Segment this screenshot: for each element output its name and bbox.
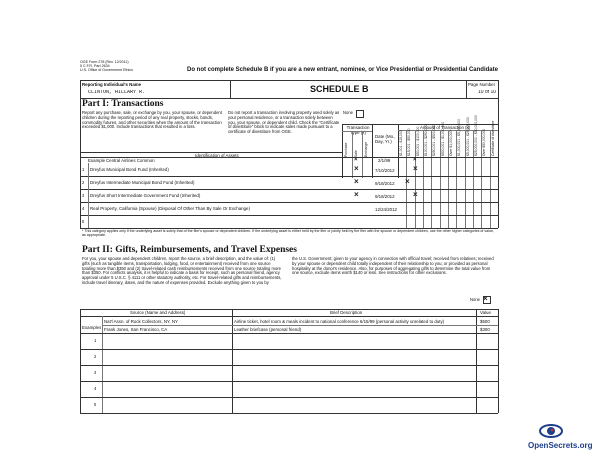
part2-title: Part II: Gifts, Reimbursements, and Travel Expenses <box>82 245 297 255</box>
examples-label: Examples <box>82 325 102 330</box>
example-amount-mark: × <box>413 157 417 163</box>
part1-right-text: Do not report a transaction involving property used solely as your personal residence, or a transaction solely between you, your spouse, or dependent child. Check the "Certificate of divestiture" block to indicate sales made pursuant to a certificate of divestiture from OGE. <box>228 110 340 135</box>
example-asset: Central Airlines Common <box>106 158 155 163</box>
transaction-type-label: Transaction Type (x) <box>346 125 370 135</box>
page-number: 10 of 10 <box>478 90 497 95</box>
tx-mark-3: × <box>354 190 359 199</box>
part2-none-check-mark: × <box>483 294 488 303</box>
amount-header-12: Certificate of divestiture <box>490 120 495 156</box>
type-header-exchange: Exchange <box>364 141 368 157</box>
tx-row-5-number: 5 <box>82 219 85 224</box>
amount-header-10: $25,000,001 - $50,000,000 <box>474 115 478 156</box>
tx-mark-4: × <box>413 164 418 173</box>
amount-header-8: $1,000,001 - $5,000,000 <box>457 119 462 156</box>
example2-desc: Leather briefcase (personal friend) <box>234 327 302 332</box>
tx-row-2-number: 2 <box>82 180 85 185</box>
tx-row-4-date: 12/24/2012 <box>375 207 397 212</box>
example2-value: $300 <box>480 327 490 332</box>
tx-row-2-asset: Dreyfus Intermediate Municipal Bond Fund (Inherited) <box>90 180 195 185</box>
amount-header-9: $5,000,001 - $25,000,000 <box>465 117 470 156</box>
desc-header: Brief Description <box>330 310 363 315</box>
reporting-name: CLINTON, HILLARY R. <box>88 90 146 95</box>
amount-label: Amount of Transaction (x) <box>420 125 471 130</box>
form-id-2: 5 C.F.R. Part 2634 <box>80 64 110 68</box>
tx-row-1-date: 7/10/2012 <box>375 168 395 173</box>
gift-row-3-number: 3 <box>94 370 97 375</box>
tx-row-3-date: 9/18/2012 <box>375 194 395 199</box>
opensecrets-eye-icon <box>539 423 563 439</box>
amount-header-1: $1,001 - $15,000 <box>399 130 403 156</box>
part1-title: Part I: Transactions <box>82 99 164 109</box>
source-header: Source (Name and Address) <box>130 310 186 315</box>
tx-mark-2: × <box>354 177 359 186</box>
reporting-label: Reporting Individual's Name <box>82 82 142 87</box>
opensecrets-watermark: OpenSecrets.org <box>528 441 593 450</box>
type-header-sale: Sale <box>354 150 358 157</box>
tx-row-1-number: 1 <box>82 167 85 172</box>
tx-mark-1: × <box>354 164 359 173</box>
part2-none-label: None <box>470 297 481 302</box>
amount-header-7: Over $1,000,000* <box>449 129 453 156</box>
part1-footnote: * This category applies only if the underlying asset is solely that of the filer's spouse or dependent children. If the underlying asset is either held by the filer or jointly held by the filer with the spouse or dependent children, use the other higher categories of value, as appropriate. <box>82 229 494 238</box>
amount-header-3: $50,001 - $100,000 <box>415 126 420 156</box>
amount-header-4: $100,001 - $250,000 <box>424 124 428 156</box>
example1-value: $500 <box>480 319 490 324</box>
id-assets-label: Identification of Assets <box>195 153 239 158</box>
tx-row-3-number: 3 <box>82 193 85 198</box>
value-header: Value <box>480 310 491 315</box>
gift-row-4-number: 4 <box>94 386 97 391</box>
amount-header-6: $500,001 - $1,000,000 <box>440 121 445 156</box>
part1-none-label: None <box>343 110 354 115</box>
gift-row-1-number: 1 <box>94 338 97 343</box>
tx-mark-6: × <box>413 190 418 199</box>
tx-mark-5: × <box>405 177 410 186</box>
part2-left-text: For you, your spouse and dependent children, report the source, a brief description, and the value of: (1) gifts (such as tangible items, transportation, lodging, food, or entertainment) received from one source totaling more than $350 and (2) travel-related cash reimbursements received from one source totaling more than $350. For conflicts analysis, it is helpful to indicate a basis for receipt, such as personal friend, agency approval under 5 U.S.C. § 4111 or other statutory authority, etc. For travel-related gifts and reimbursements, include travel itinerary, dates, and the nature of expenses provided. Exclude anything given to you by <box>82 256 282 285</box>
tx-row-4-asset: Real Property, California (Spouse) (Disposal Of Other Than By Sale Or Exchange) <box>90 206 250 211</box>
amount-header-2: $15,001 - $50,000 <box>407 128 412 156</box>
schedule-title: SCHEDULE B <box>310 84 369 94</box>
example1-desc: Airline ticket, hotel room & meals incident to national conference 6/15/99 (personal activity unrelated to duty) <box>234 319 445 324</box>
tx-row-2-date: 9/18/2012 <box>375 181 395 186</box>
notice-text: Do not complete Schedule B if you are a new entrant, nominee, or Vice Presidential or Presidential Candidate <box>187 67 498 73</box>
example-sale-mark: × <box>354 157 358 163</box>
example-label: Example <box>88 158 106 163</box>
tx-row-1-asset: Dreyfus Municipal Bond Fund (Inherited) <box>90 167 169 172</box>
example1-source: Nat'l Assn. of Rock Collectors, NY, NY <box>104 319 178 324</box>
tx-row-4-number: 4 <box>82 206 85 211</box>
page-number-label: Page Number <box>468 82 496 87</box>
amount-header-5: $250,001 - $500,000 <box>432 124 437 156</box>
part1-none-checkbox[interactable] <box>356 110 364 118</box>
example2-source: Frank Jones, San Francisco, CA <box>104 327 168 332</box>
form-id-1: OGE Form 278 (Rev. 12/2011) <box>80 60 129 64</box>
example-date: 2/1/99 <box>378 158 391 163</box>
amount-header-11: Over $50,000,000 <box>482 128 487 156</box>
form-id-3: U.S. Office of Government Ethics <box>80 68 133 72</box>
gift-row-2-number: 2 <box>94 354 97 359</box>
type-header-purchase: Purchase <box>344 142 348 157</box>
part1-left-text: Report any purchase, sale, or exchange by you, your spouse, or dependent children during the reporting period of any real property, stocks, bonds, commodity futures, and other securities when the amount of the transaction exceeded $1,000. Include transactions that resulted in a loss. <box>82 110 222 130</box>
date-label: Date (Mo., Day, Yr.) <box>375 134 396 144</box>
tx-row-3-asset: Dreyfus Short Intermediate Government Fund (Inherited) <box>90 193 201 198</box>
part2-right-text: the U.S. Government; given to your agency in connection with official travel; received from relatives; received by your spouse or dependent child totally independent of their relationship to you; or provided as personal hospitality at the donor's residence. Also, for purposes of aggregating gifts to determine the total value from one source, exclude items worth $140 or less. See instructions for other exclusions. <box>292 256 494 276</box>
gift-row-5-number: 5 <box>94 402 97 407</box>
